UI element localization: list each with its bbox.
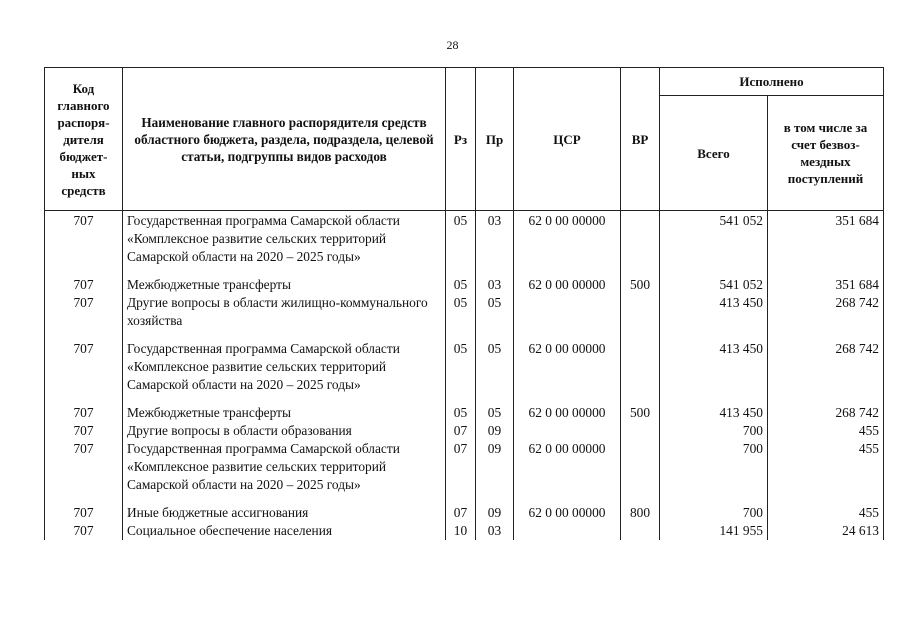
cell-rz: 07 — [446, 504, 476, 522]
table-row — [45, 276, 884, 294]
cell-csr: 62 0 00 00000 — [514, 276, 621, 294]
table-row — [45, 340, 884, 404]
header-name: Наименование главного распорядителя средств областного бюджета, раздела, подраздела, целевой статьи, подгруппы видов расходов — [123, 68, 446, 211]
header-non-repayable: в том числе за счет безвоз-мездных поступлений — [768, 96, 884, 211]
cell-vr — [621, 422, 660, 440]
cell-total: 700 — [660, 422, 768, 440]
cell-rz: 05 — [446, 211, 476, 277]
cell-code: 707 — [45, 294, 123, 340]
table-body — [45, 211, 884, 541]
cell-vr — [621, 340, 660, 404]
header-csr: ЦСР — [514, 68, 621, 211]
table-row — [45, 294, 884, 340]
header-vr: ВР — [621, 68, 660, 211]
table-row — [45, 422, 884, 440]
cell-total: 413 450 — [660, 340, 768, 404]
cell-rz: 10 — [446, 522, 476, 540]
cell-code: 707 — [45, 276, 123, 294]
cell-rz: 05 — [446, 276, 476, 294]
cell-name: Государственная программа Самарской области «Комплексное развитие сельских территорий Самарской области на 2020 – 2025 годы» — [123, 340, 446, 404]
header-total: Всего — [660, 96, 768, 211]
table-header — [45, 68, 884, 211]
cell-rz: 05 — [446, 404, 476, 422]
cell-pr: 03 — [476, 522, 514, 540]
table-row — [45, 211, 884, 277]
cell-code: 707 — [45, 422, 123, 440]
cell-csr: 62 0 00 00000 — [514, 404, 621, 422]
cell-rz: 07 — [446, 422, 476, 440]
cell-non-repayable: 455 — [768, 422, 884, 440]
cell-total: 541 052 — [660, 276, 768, 294]
cell-non-repayable: 24 613 — [768, 522, 884, 540]
cell-non-repayable: 268 742 — [768, 404, 884, 422]
cell-csr: 62 0 00 00000 — [514, 504, 621, 522]
cell-name: Государственная программа Самарской области «Комплексное развитие сельских территорий Самарской области на 2020 – 2025 годы» — [123, 211, 446, 277]
header-pr: Пр — [476, 68, 514, 211]
cell-rz: 05 — [446, 294, 476, 340]
cell-csr: 62 0 00 00000 — [514, 340, 621, 404]
cell-pr: 05 — [476, 294, 514, 340]
cell-vr — [621, 211, 660, 277]
cell-non-repayable: 455 — [768, 504, 884, 522]
cell-vr: 500 — [621, 276, 660, 294]
table-row — [45, 522, 884, 540]
cell-pr: 09 — [476, 422, 514, 440]
cell-non-repayable: 455 — [768, 440, 884, 504]
cell-vr: 800 — [621, 504, 660, 522]
cell-code: 707 — [45, 522, 123, 540]
cell-csr — [514, 294, 621, 340]
cell-name: Социальное обеспечение населения — [123, 522, 446, 540]
cell-code: 707 — [45, 504, 123, 522]
cell-vr — [621, 294, 660, 340]
cell-pr: 09 — [476, 504, 514, 522]
cell-csr — [514, 422, 621, 440]
header-code: Код главного распоря-дителя бюджет-ных средств — [45, 68, 123, 211]
cell-non-repayable: 268 742 — [768, 294, 884, 340]
header-executed: Исполнено — [660, 68, 884, 96]
cell-csr: 62 0 00 00000 — [514, 211, 621, 277]
page-number: 28 — [446, 38, 459, 52]
cell-name: Другие вопросы в области образования — [123, 422, 446, 440]
cell-pr: 03 — [476, 276, 514, 294]
cell-non-repayable: 268 742 — [768, 340, 884, 404]
cell-name: Государственная программа Самарской области «Комплексное развитие сельских территорий Самарской области на 2020 – 2025 годы» — [123, 440, 446, 504]
cell-name: Межбюджетные трансферты — [123, 276, 446, 294]
cell-non-repayable: 351 684 — [768, 276, 884, 294]
table-row — [45, 504, 884, 522]
cell-code: 707 — [45, 404, 123, 422]
cell-total: 700 — [660, 440, 768, 504]
cell-name: Иные бюджетные ассигнования — [123, 504, 446, 522]
cell-rz: 05 — [446, 340, 476, 404]
cell-rz: 07 — [446, 440, 476, 504]
cell-pr: 03 — [476, 211, 514, 277]
cell-total: 141 955 — [660, 522, 768, 540]
cell-pr: 05 — [476, 404, 514, 422]
cell-csr: 62 0 00 00000 — [514, 440, 621, 504]
cell-vr — [621, 440, 660, 504]
cell-pr: 09 — [476, 440, 514, 504]
cell-code: 707 — [45, 340, 123, 404]
cell-csr — [514, 522, 621, 540]
cell-name: Межбюджетные трансферты — [123, 404, 446, 422]
table-row — [45, 404, 884, 422]
cell-vr — [621, 522, 660, 540]
cell-vr: 500 — [621, 404, 660, 422]
cell-total: 413 450 — [660, 404, 768, 422]
budget-table — [44, 67, 884, 540]
table-row — [45, 440, 884, 504]
cell-total: 413 450 — [660, 294, 768, 340]
cell-total: 700 — [660, 504, 768, 522]
cell-code: 707 — [45, 440, 123, 504]
cell-pr: 05 — [476, 340, 514, 404]
cell-code: 707 — [45, 211, 123, 277]
cell-non-repayable: 351 684 — [768, 211, 884, 277]
cell-total: 541 052 — [660, 211, 768, 277]
cell-name: Другие вопросы в области жилищно-коммунального хозяйства — [123, 294, 446, 340]
header-rz: Рз — [446, 68, 476, 211]
